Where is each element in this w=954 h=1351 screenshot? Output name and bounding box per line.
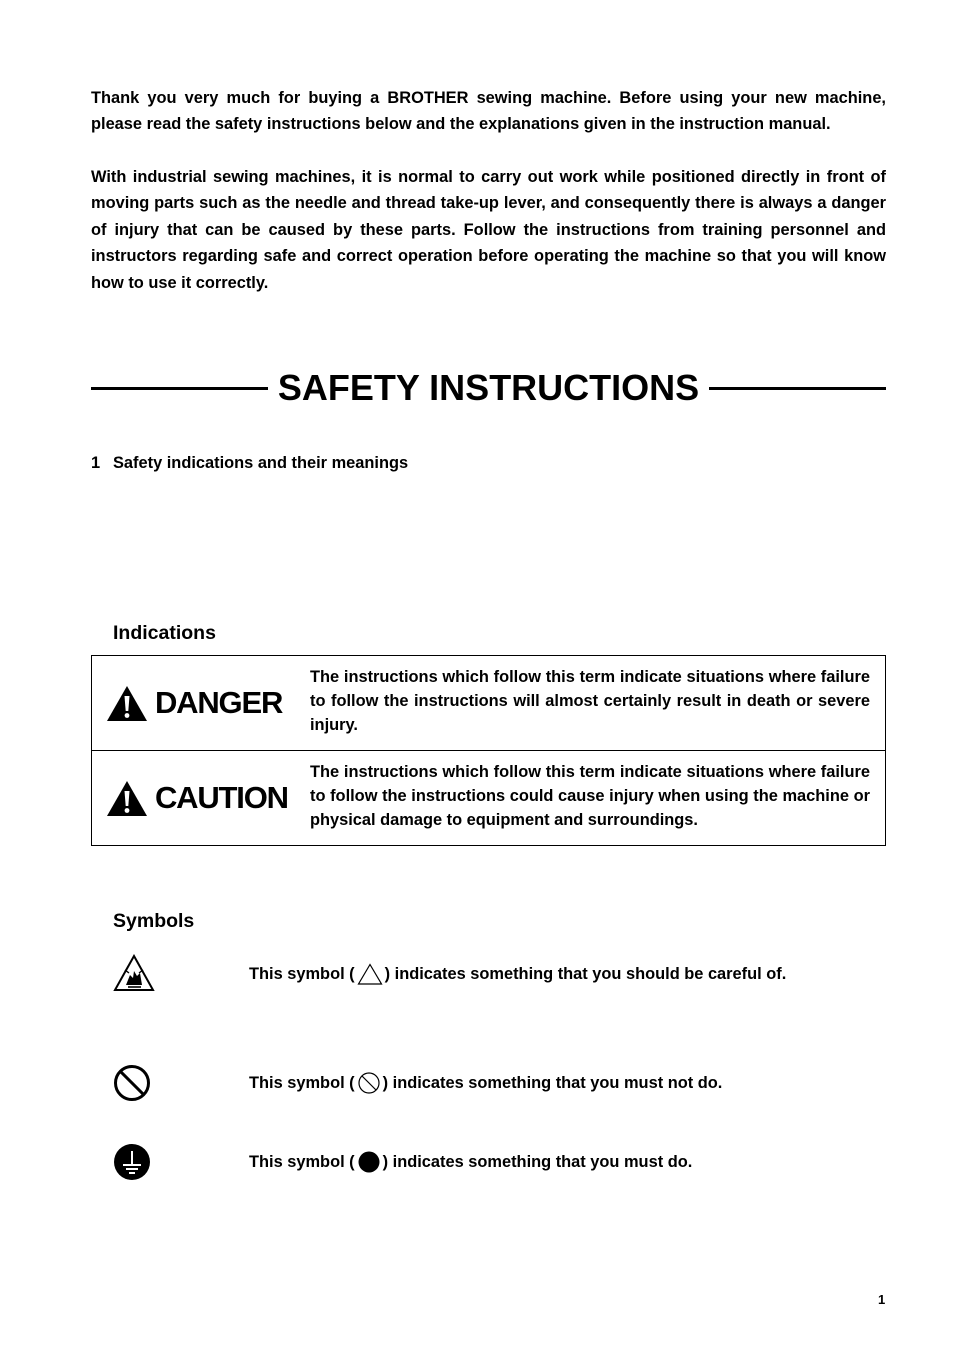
- symbols-heading: Symbols: [113, 910, 195, 932]
- symbol-mandatory-text: [249, 1150, 692, 1174]
- prohibition-circle-icon: [113, 1064, 151, 1102]
- caution-label: [106, 751, 288, 845]
- page-title-block: [91, 364, 886, 412]
- warning-triangle-icon: [106, 780, 148, 817]
- ground-mandatory-icon: [113, 1143, 151, 1181]
- symbol-prohibition-text-before: This symbol (: [249, 1073, 355, 1092]
- indications-table: [91, 655, 886, 846]
- section-title: Safety indications and their meanings: [113, 454, 409, 472]
- symbol-mandatory-text-before: This symbol (: [249, 1152, 355, 1171]
- symbol-row-caution: [113, 954, 873, 994]
- caution-description: The instructions which follow this term indicate situations where failure to follow the instructions could cause injury when using the machine or physical damage to equipment and surroundings.: [310, 763, 870, 829]
- danger-description: The instructions which follow this term indicate situations where failure to follow the instructions will almost certainly result in death or severe injury.: [310, 668, 870, 734]
- intro-paragraph-2: With industrial sewing machines, it is normal to carry out work while positioned directly in front of moving parts such as the needle and thread take-up lever, and consequently there is always a danger of injury that can be caused by these parts. Follow the instructions from training personnel and instructors regarding safe and correct operation before operating the machine so that you will know how to use it correctly.: [91, 168, 886, 292]
- hand-caution-triangle-icon: [113, 954, 155, 992]
- indications-heading: Indications: [113, 622, 216, 644]
- symbol-row-prohibition: [113, 1064, 873, 1102]
- caution-word: CAUTION: [155, 780, 288, 815]
- section-heading: [91, 454, 408, 473]
- danger-word: DANGER: [155, 685, 283, 720]
- outline-triangle-icon: [357, 963, 383, 985]
- symbol-caution-text-after: ) indicates something that you should be careful of.: [384, 964, 787, 983]
- warning-triangle-icon: [106, 685, 148, 722]
- symbol-row-mandatory: [113, 1143, 873, 1181]
- page-title: SAFETY INSTRUCTIONS: [277, 367, 700, 408]
- intro-paragraph-1: Thank you very much for buying a BROTHER sewing machine. Before using your new machine, please read the safety instructions below and the explanations given in the instruction manual.: [91, 89, 886, 134]
- symbol-mandatory-text-after: ) indicates something that you must do.: [382, 1152, 693, 1171]
- danger-label: [106, 656, 282, 750]
- filled-circle-icon: [357, 1150, 381, 1174]
- page-number: 1: [878, 1292, 886, 1307]
- outline-prohibition-icon: [357, 1071, 381, 1095]
- indication-row-danger: [92, 656, 885, 750]
- symbol-caution-text: [249, 963, 786, 985]
- symbol-caution-text-before: This symbol (: [249, 964, 355, 983]
- section-number: 1: [91, 454, 101, 472]
- symbol-prohibition-text-after: ) indicates something that you must not do.: [382, 1073, 723, 1092]
- title-rule-left: [91, 387, 268, 390]
- indication-row-caution: [92, 750, 885, 845]
- title-rule-right: [709, 387, 886, 390]
- symbol-prohibition-text: [249, 1071, 722, 1095]
